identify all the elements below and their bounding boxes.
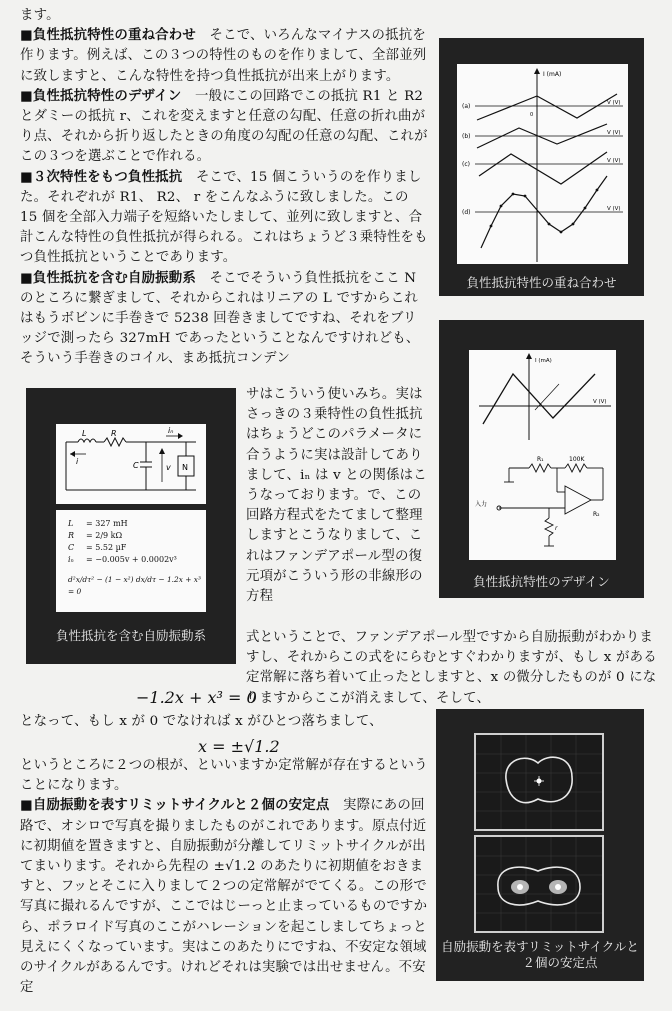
param-R-sym: R	[68, 531, 75, 540]
body-oscillation-bottom: 式ということで、ファンデアポール型ですから自励振動がわかりますし、それからこの式をにらむとすぐわかりますが、もし x がある定常解に落ち着いて止ったとしますと、x の微分したものが 0 になりますからここが消えまして、そして、	[246, 630, 657, 706]
param-C-val: 5.52 µF	[95, 543, 127, 552]
after-eq2: というところに２つの根が、といいますか定常解が存在するということになります。	[20, 758, 428, 794]
intro-line: ます。	[20, 8, 60, 23]
fig4-caption-line2: ２個の安定点	[522, 955, 598, 970]
parameter-box: L = 327 mH R = 2/9 kΩ C = 5.52 µF iₙ = −0.005v + 0.0002v³ d²x/dτ² − (1 − x²) dx/dτ − 1.2x + x³ = 0	[56, 510, 206, 612]
body-oscillation-top: そこでそういう負性抵抗をここ N のところに繋ぎまして、それからこれはリニアの L ですからこれはもうボビンに手巻きで 5238 回巻きましてですね、それをブリッジで測ったら 327mH であったということなんですけれども、そういう手巻きのコイル、まあ抵抗コンデン	[20, 270, 420, 367]
circuit-box	[56, 424, 206, 504]
fig1-label-a: (a)	[462, 103, 471, 110]
section-oscillation	[20, 269, 428, 370]
param-L-val: 327 mH	[95, 519, 128, 528]
figure-superposition	[439, 38, 644, 296]
circuit-C: C	[133, 461, 139, 470]
figure-oscillation-system	[26, 388, 236, 664]
param-L-sym: L	[68, 519, 74, 528]
section-limit-cycle	[20, 796, 430, 998]
circuit-R: R	[111, 429, 117, 438]
circuit-L: L	[82, 429, 87, 438]
photo-limit-cycle	[474, 733, 604, 831]
fig2-axis-i: I (mA)	[535, 358, 552, 364]
body-design: 一般にこの回路でこの抵抗 R1 と R2 とダミーの抵抗 r、これを変えますと任意の勾配、任意の折れ曲がり点、それから折り返したときの角度の勾配の任意の勾配、これがこの３つを選ぶことで作れる。	[20, 88, 428, 165]
fig2-axis-v: V (V)	[593, 399, 607, 405]
column-top	[20, 6, 428, 370]
param-C-sym: C	[68, 543, 75, 552]
fig1-label-b: (b)	[462, 133, 471, 140]
equation-roots: x = ±√1.2	[198, 737, 280, 756]
section-design	[20, 87, 428, 168]
heading-cubic: ■３次特性をもつ負性抵抗	[20, 169, 183, 185]
body-superposition: そこで、いろんなマイナスの抵抗を作ります。例えば、この３つの特性のものを作りまして、全部並列に致しますと、こんな特性を持つ負性抵抗が出来上がります。	[20, 28, 427, 84]
van-der-pol-equation: d²x/dτ² − (1 − x²) dx/dτ − 1.2x + x³ = 0	[68, 575, 201, 596]
fig2-r-dummy: r	[555, 525, 558, 532]
photo-stable-points	[474, 835, 604, 933]
column-side	[246, 385, 428, 607]
oscillator-circuit	[56, 424, 206, 504]
figure-limit-cycle	[436, 709, 644, 981]
fig2-r100k: 100K	[569, 456, 585, 463]
fig1-axis-i: I (mA)	[543, 71, 562, 78]
after-eq1: となって、もし x が 0 でなければ x がひとつ落ちまして、	[20, 714, 383, 729]
fig1-axis-v-b: V (V)	[607, 130, 621, 136]
column-lower	[20, 756, 430, 998]
circuit-v: v	[166, 463, 171, 472]
param-iN-sym: iₙ	[68, 555, 74, 564]
fig3-caption: 負性抵抗を含む自励振動系	[55, 628, 206, 643]
design-graph-and-circuit	[469, 350, 616, 560]
superposition-graphs	[457, 64, 628, 264]
fig1-label-d: (d)	[462, 209, 471, 216]
circuit-i: i	[76, 457, 79, 466]
equation-stationary: −1.2x + x³ = 0	[136, 688, 257, 707]
circuit-N: N	[182, 463, 188, 472]
fig4-caption	[436, 939, 644, 971]
fig1-axis-v-d: V (V)	[607, 206, 621, 212]
column-bottom-wide	[246, 628, 658, 709]
fig1-label-c: (c)	[462, 161, 470, 168]
fig2-caption: 負性抵抗特性のデザイン	[473, 574, 610, 589]
heading-oscillation: ■負性抵抗を含む自励振動系	[20, 270, 196, 286]
fig4-caption-line1: 自励振動を表すリミットサイクルと	[441, 939, 639, 954]
fig1-axis-v-a: V (V)	[607, 100, 621, 106]
heading-design: ■負性抵抗特性のデザイン	[20, 88, 182, 104]
body-cubic: そこで、15 個こういうのを作りました。それぞれが R1、 R2、 r をこんなふうに致しました。この 15 個を全部入力端子を短絡いたしまして、並列に致しますと、合計こんな特性の負性抵抗が得られる。これはちょうど３乗特性をもつ負性抵抗ということであります。	[20, 169, 428, 266]
heading-superposition: ■負性抵抗特性の重ね合わせ	[20, 28, 196, 44]
section-cubic	[20, 168, 428, 269]
param-iN-val: −0.005v + 0.0002v³	[95, 555, 177, 564]
fig2-r1: R₁	[537, 456, 544, 463]
fig2-input: 入力	[475, 501, 488, 508]
body-limit-cycle: 実際にあの回路で、オシロで写真を撮りましたものがこれであります。原点付近に初期値を置きますと、自励振動が分離してリミットサイクルが出てまいります。それから先程の ±√1.2 のあたりに初期値をおきますと、フッとそこに入りまして２つの定常解がでてくる。この形で写真に撮れるんですが、ここではじーっと止まっているものですから、ポラロイド写真のここがハレーションを起こしましてちょっと見えにくくなっています。実はこのあたりにですね、不安定な領域のサイクルがあるんです。けれどそれは実験では出せません。不安定	[20, 798, 428, 996]
circuit-iN: iₙ	[168, 426, 174, 435]
body-oscillation-side: サはこういう使いみち。実はさっきの３乗特性の負性抵抗はちょうどこのパラメータに合うように実は設計してありまして、iₙ は v との関係はこうなっております。で、この回路方程式をたてまして整理しますとこうなりまして、これはファンデアポール型の復元項がこういう形の非線形の方程	[246, 387, 427, 605]
heading-limit-cycle: ■自励振動を表すリミットサイクルと２個の安定点	[20, 798, 330, 814]
section-superposition	[20, 26, 428, 87]
fig1-origin: 0	[530, 112, 534, 118]
fig1-caption: 負性抵抗特性の重ね合わせ	[466, 275, 617, 290]
fig1-axis-v-c: V (V)	[607, 158, 621, 164]
param-R-val: 2/9 kΩ	[95, 531, 123, 540]
figure-design	[439, 320, 644, 598]
fig2-r2: R₂	[593, 511, 600, 518]
